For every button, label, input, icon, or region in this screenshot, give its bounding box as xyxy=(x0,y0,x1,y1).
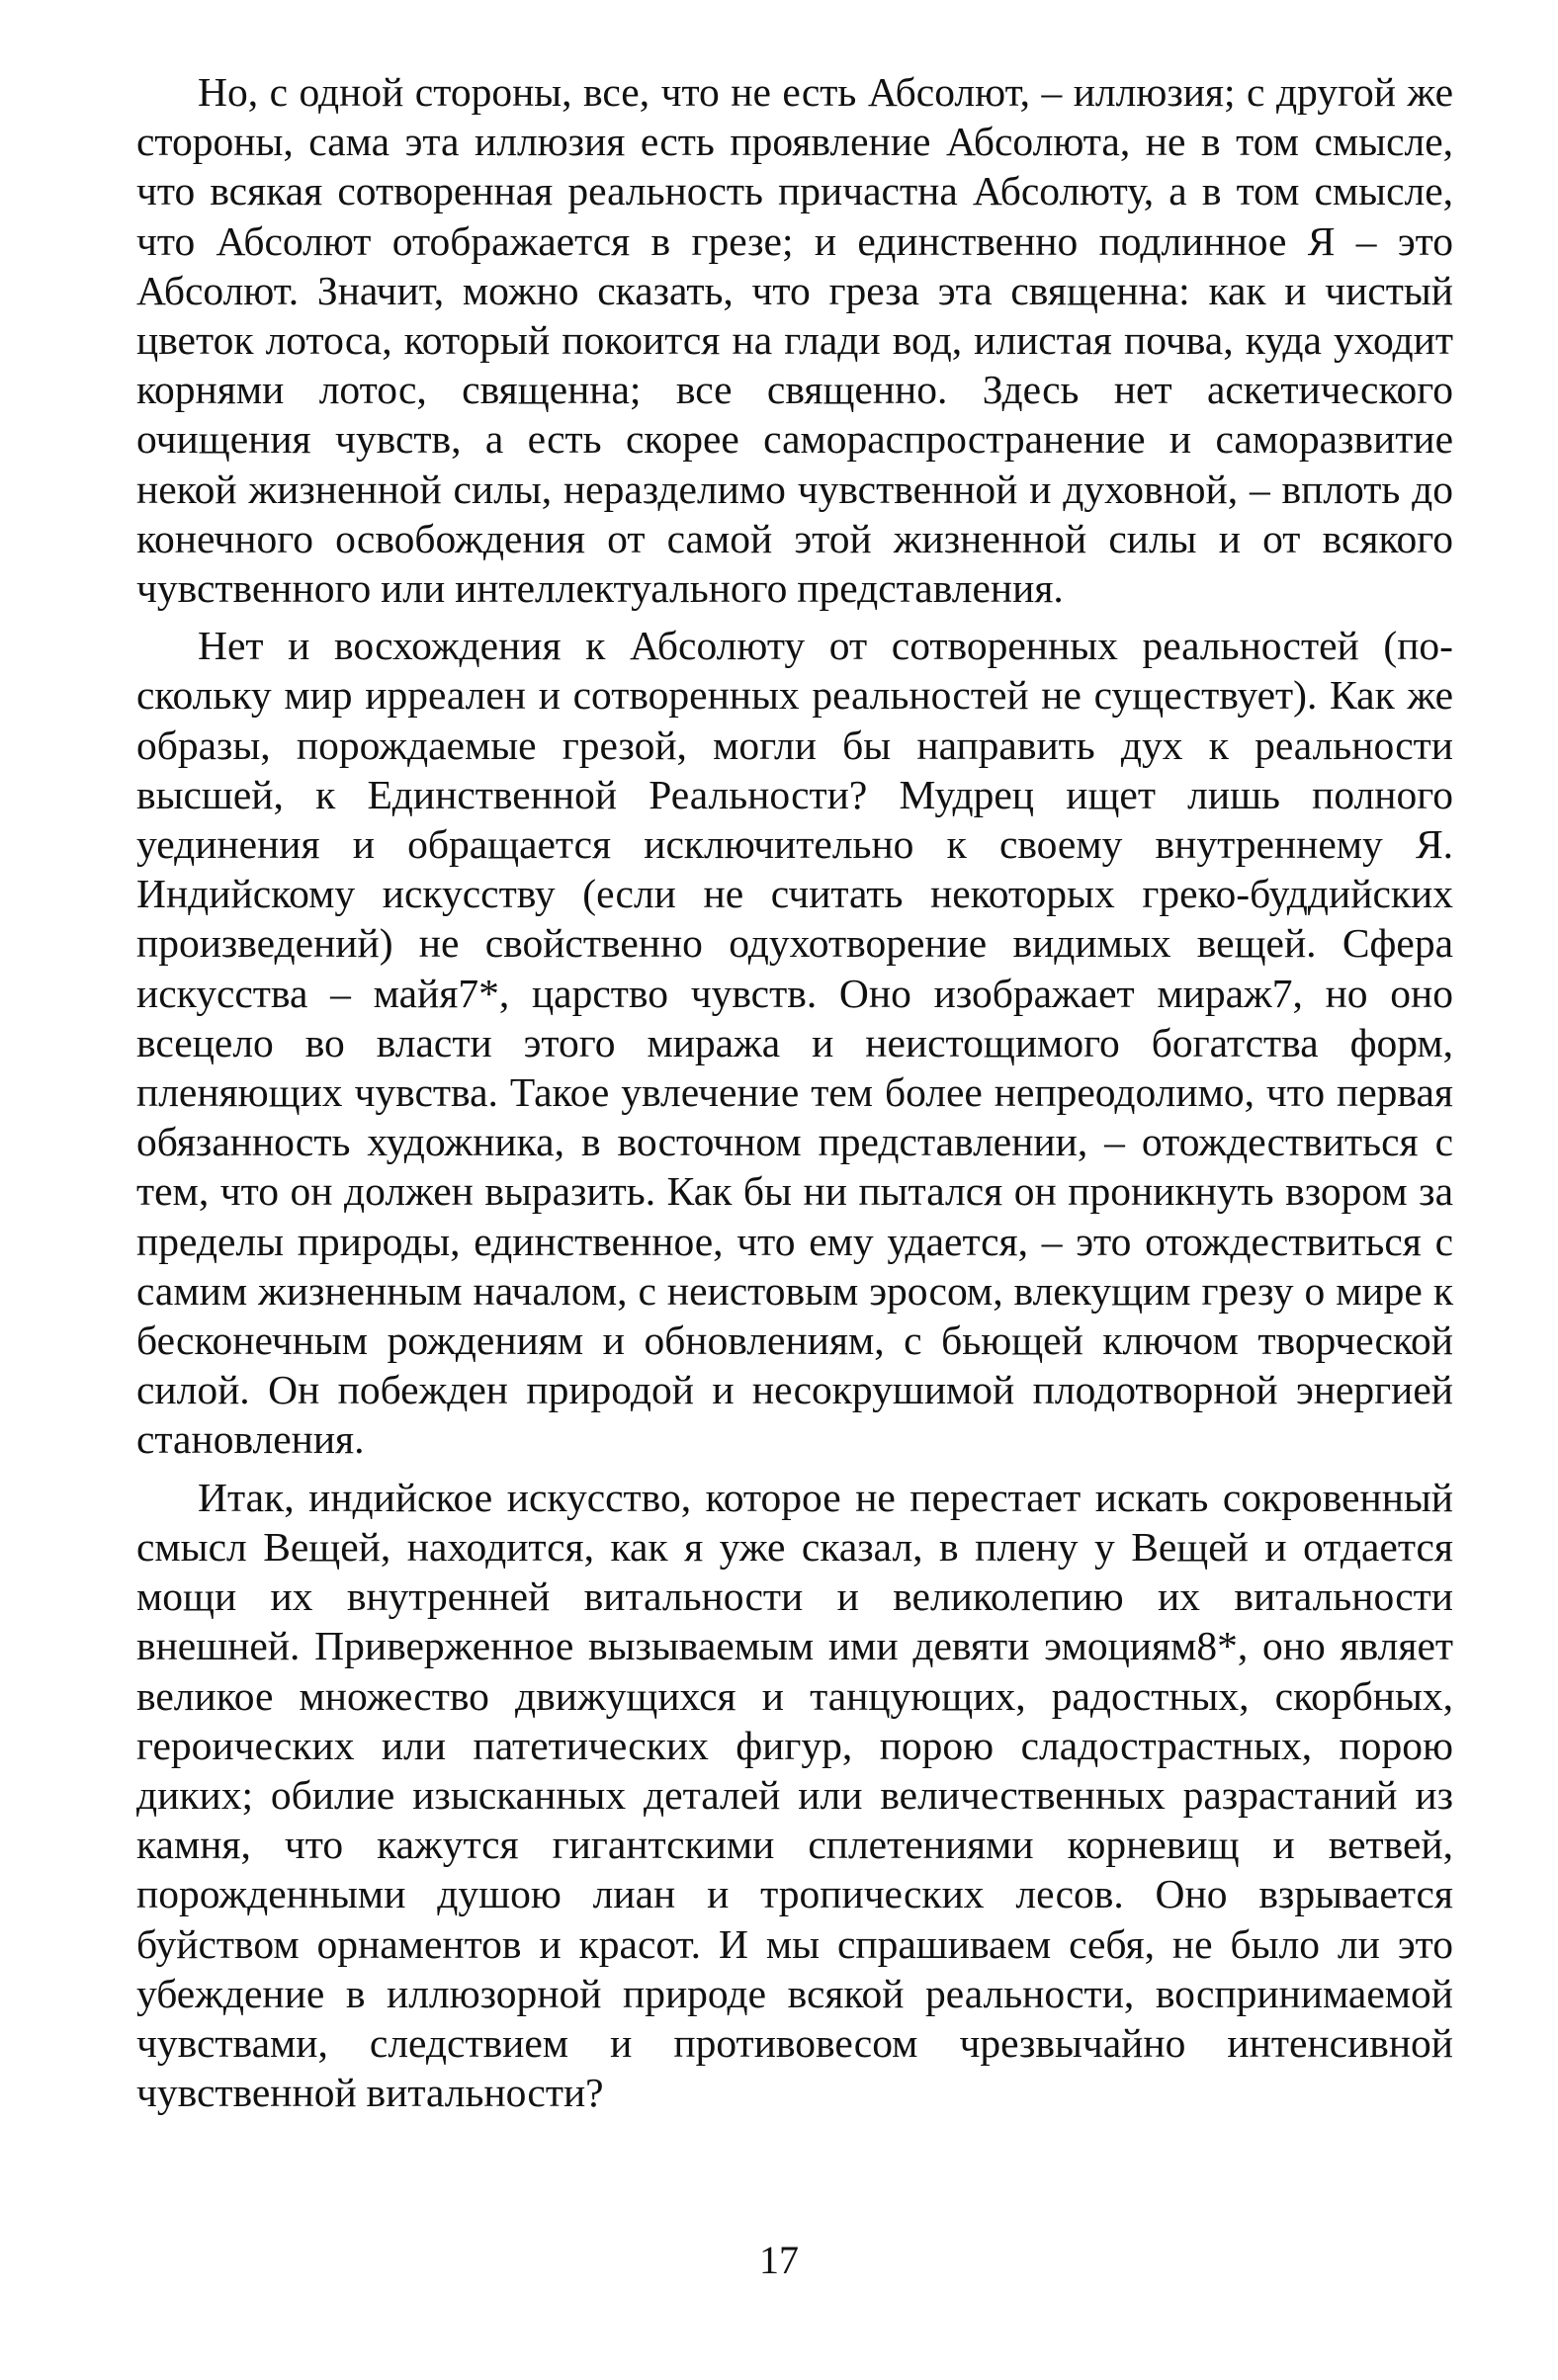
paragraph-3: Итак, индийское искусство, которое не перестает искать сокровенный смысл Вещей, находится, как я уже сказал, в плену у Вещей и отдается мощи их внутренней витальности и великолепию их витальности внешней. Приверженное вызываемым ими девяти эмоциям8*, оно являет великое множество движущихся и танцующих, радостных, скорбных, героических или патетических фигур, порою сладострастных, порою диких; обилие изысканных деталей или величественных разрастаний из камня, что кажутся гигантскими сплетениями корневищ и ветвей, порожденными душою лиан и тропических лесов. Оно взрывается буйством орнаментов и красот. И мы спрашиваем себя, не было ли это убеждение в иллюзорной природе всякой реальности, воспринимаемой чувствами, следствием и противовесом чрезвычайно интенсивной чувственной витальности? xyxy=(136,1474,1453,2116)
page-number: 17 xyxy=(759,2238,799,2282)
paragraph-2: Нет и восхождения к Абсолюту от сотворенных реальностей (поскольку мир ирреален и сотворенных реальностей не существует). Как же образы, порождаемые грезой, могли бы направить дух к реальности высшей, к Единственной Реальности? Мудрец ищет лишь полного уединения и обращается исключительно к своему внутреннему Я. Индийскому искусству (если не считать некоторых греко-буддийских произведений) не свойственно одухотворение видимых вещей. Сфера искусства – майя7*, царство чувств. Оно изображает мираж7, но оно всецело во власти этого миража и неистощимого богатства форм, пленяющих чувства. Такое увлечение тем более непреодолимо, что первая обязанность художника, в восточном представлении, – отождествиться с тем, что он должен выразить. Как бы ни пытался он проникнуть взором за пределы природы, единственное, что ему удается, – это отождествиться с самим жизненным началом, с неистовым эросом, влекущим грезу о мире к бесконечным рождениям и обновлениям, с бьющей ключом творческой силой. Он побежден природой и несокрушимой плодотворной энергией становления. xyxy=(136,623,1453,1463)
paragraph-1: Но, с одной стороны, все, что не есть Абсолют, – иллюзия; с другой же стороны, сама эта иллюзия есть проявление Абсолюта, не в том смысле, что всякая сотворенная реальность причастна Абсолюту, а в том смысле, что Абсолют отображается в грезе; и единственно подлинное Я – это Абсолют. Значит, можно сказать, что греза эта священна: как и чистый цветок лотоса, который покоится на глади вод, илистая почва, куда уходит корнями лотос, священна; все священно. Здесь нет аскетического очищения чувств, а есть скорее самораспространение и саморазвитие некой жизненной силы, неразделимо чувственной и духовной, – вплоть до конечного освобождения от самой этой жизненной силы и от всякого чувственного или интеллектуального представления. xyxy=(136,69,1453,612)
page-body xyxy=(136,67,1453,2117)
